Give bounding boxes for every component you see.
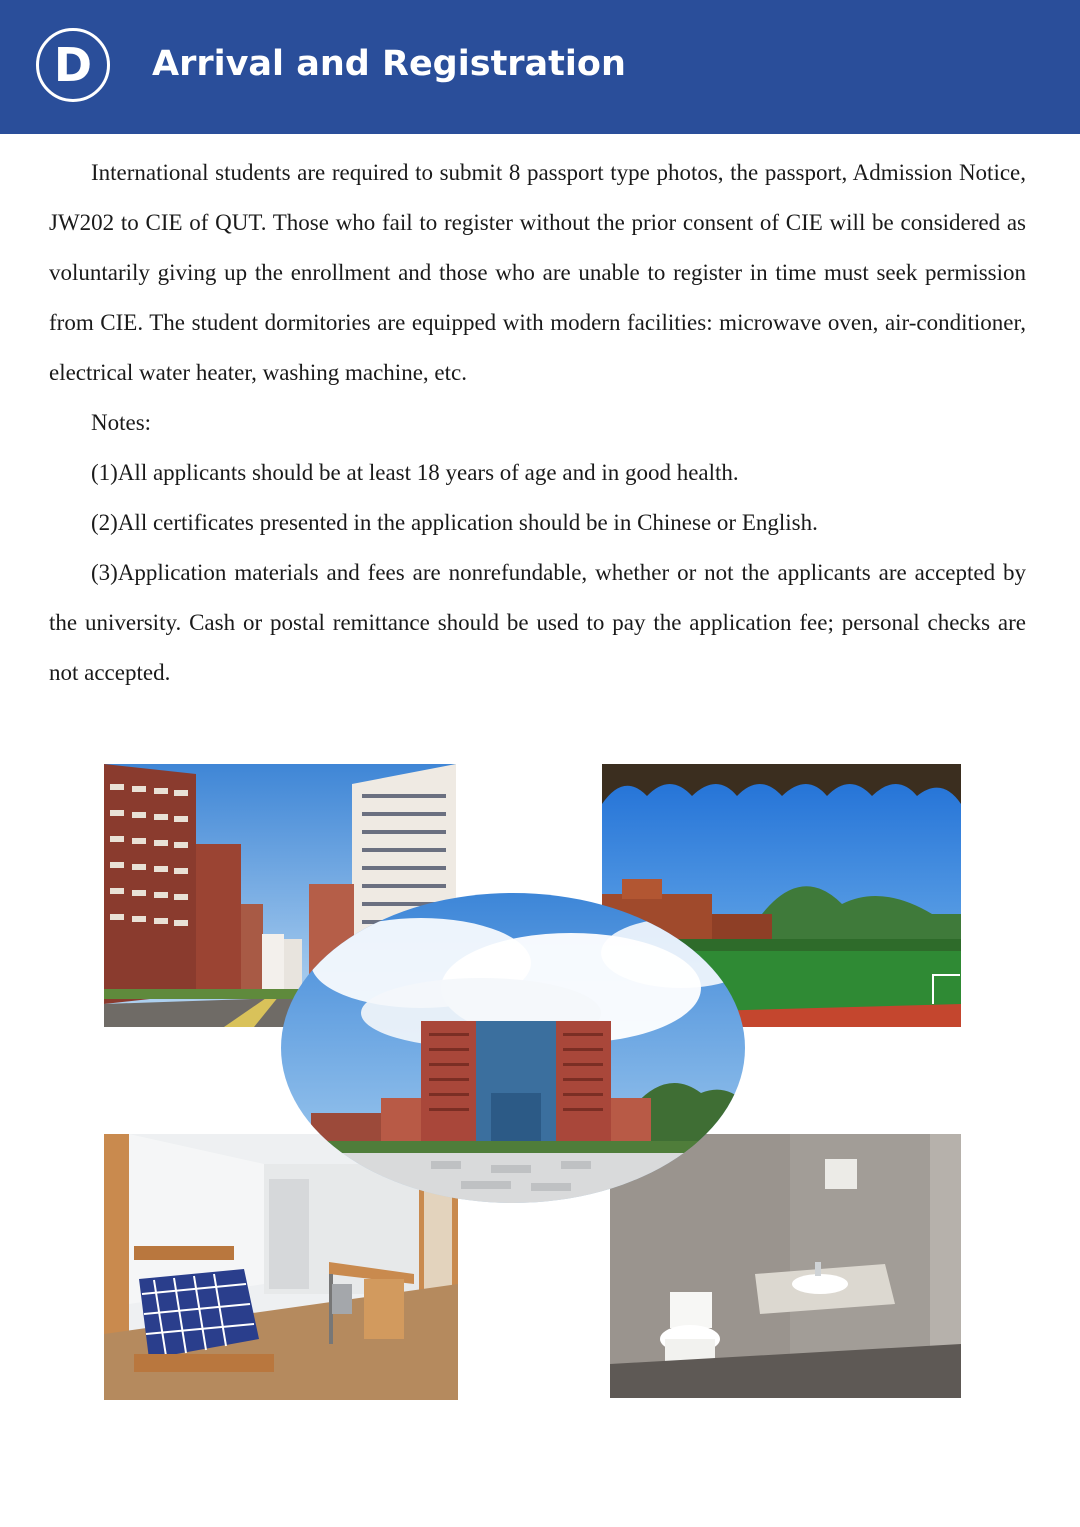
section-badge: D bbox=[36, 28, 110, 102]
notes-heading: Notes: bbox=[91, 410, 152, 435]
page-title: Arrival and Registration bbox=[152, 44, 626, 84]
intro-paragraph: International students are required to submit 8 passport type photos, the passport, Admission Notice, JW202 to CIE of QUT. Those who fail to register without the prior consent of CIE will be considered as voluntarily giving up the enrollment and those who are unable to register in time must seek permission from CIE. The student dormitories are equipped with modern facilities: microwave oven, air-conditioner, electrical water heater, washing machine, etc. bbox=[49, 160, 1026, 385]
page-header bbox=[0, 0, 1080, 134]
note-item-3: (3)Application materials and fees are nonrefundable, whether or not the applicants are accepted by the university. Cash or postal remittance should be used to pay the application fee; personal checks are not accepted. bbox=[49, 560, 1026, 685]
note-item-1: (1)All applicants should be at least 18 years of age and in good health. bbox=[91, 460, 739, 485]
main-content bbox=[49, 148, 1026, 698]
main-building-photo bbox=[281, 893, 745, 1203]
note-item-2: (2)All certificates presented in the application should be in Chinese or English. bbox=[91, 510, 818, 535]
bathroom-photo bbox=[610, 1134, 961, 1398]
